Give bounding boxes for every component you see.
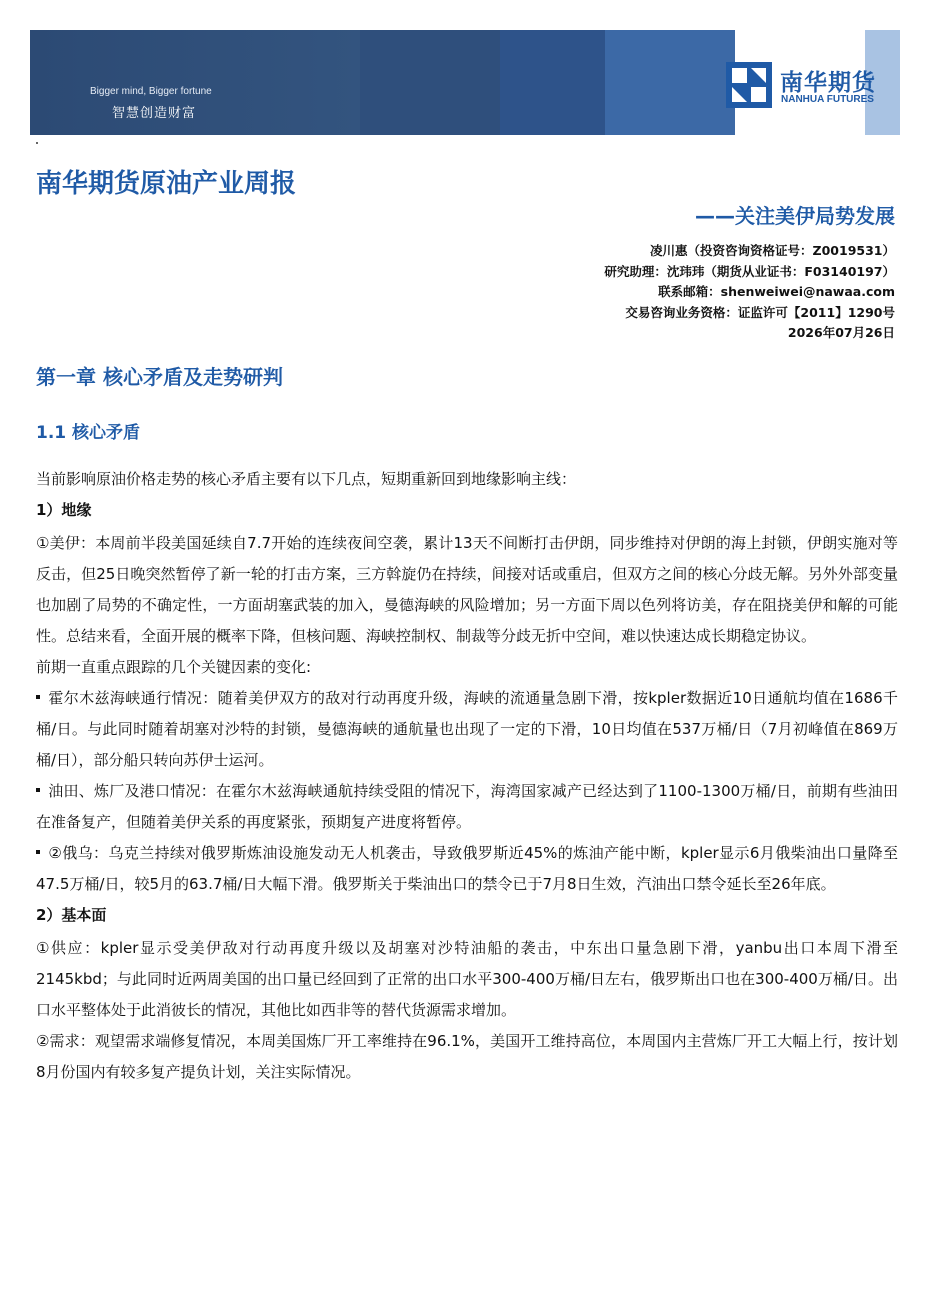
bullet-dot-icon — [36, 850, 40, 854]
bullet-item — [36, 838, 898, 900]
slogan-english: Bigger mind, Bigger fortune — [90, 86, 212, 97]
paragraph-demand: ②需求：观望需求端修复情况，本周美国炼厂开工率维持在96.1%，美国开工维持高位，本周国内主营炼厂开工大幅上行，按计划8月份国内有较多复产提负计划，关注实际情况。 — [36, 1032, 898, 1081]
assistant-line: 研究助理：沈玮玮（期货从业证书：F03140197） — [604, 263, 895, 279]
author-info — [604, 241, 895, 344]
author-line: 凌川惠（投资咨询资格证号：Z0019531） — [650, 243, 895, 258]
subheading-geopolitics: 1）地缘 — [36, 501, 92, 519]
chapter-heading: 第一章 核心矛盾及走势研判 — [36, 365, 283, 389]
license-line: 交易咨询业务资格：证监许可【2011】1290号 — [625, 304, 895, 320]
section-heading: 1.1 核心矛盾 — [36, 423, 141, 443]
nanhua-logo-icon — [726, 62, 772, 108]
header-banner — [30, 30, 900, 135]
bullet-item — [36, 683, 898, 776]
banner-band — [500, 30, 605, 135]
subheading-fundamentals: 2）基本面 — [36, 906, 107, 924]
bullet-text-oilfields: 油田、炼厂及港口情况：在霍尔木兹海峡通航持续受阻的情况下，海湾国家减产已经达到了1100-1300万桶/日，前期有些油田在准备复产，但随着美伊关系的再度紧张，预期复产进度将暂停。 — [36, 782, 898, 831]
paragraph-supply: ①供应：kpler显示受美伊敌对行动再度升级以及胡塞对沙特油船的袭击，中东出口量急剧下滑，yanbu出口本周下滑至2145kbd；与此同时近两周美国的出口量已经回到了正常的出口水平300-400万桶/日左右，俄罗斯出口也在300-400万桶/日。出口水平整体处于此消彼长的情况，其他比如西非等的替代货源需求增加。 — [36, 939, 898, 1019]
logo-english-name: NANHUA FUTURES — [781, 94, 874, 105]
logo-chinese-name: 南华期货 — [780, 70, 876, 96]
report-title: 南华期货原油产业周报 — [36, 169, 297, 199]
banner-band — [605, 30, 735, 135]
paragraph-us-iran: ①美伊：本周前半段美国延续自7.7开始的连续夜间空袭，累计13天不间断打击伊朗，同步维持对伊朗的海上封锁，伊朗实施对等反击，但25日晚突然暂停了新一轮的打击方案，三方斡旋仍在持续，间接对话或重启，但双方之间的核心分歧无解。另外外部变量也加剧了局势的不确定性，一方面胡塞武装的加入，曼德海峡的风险增加；另一方面下周以色列将访美，存在阻挠美伊和解的可能性。总结来看，全面开展的概率下降，但核问题、海峡控制权、制裁等分歧无折中空间，难以快速达成长期稳定协议。 — [36, 534, 898, 645]
report-body — [36, 464, 898, 1088]
company-logo — [726, 60, 886, 110]
bullet-item — [36, 776, 898, 838]
slogan-chinese: 智慧创造财富 — [112, 106, 197, 121]
paragraph-key-factors: 前期一直重点跟踪的几个关键因素的变化: — [36, 658, 312, 676]
intro-paragraph: 当前影响原油价格走势的核心矛盾主要有以下几点，短期重新回到地缘影响主线： — [36, 470, 577, 488]
email-line: 联系邮箱：shenweiwei@nawaa.com — [658, 284, 895, 299]
bullet-text-hormuz: 霍尔木兹海峡通行情况：随着美伊双方的敌对行动再度升级，海峡的流通量急剧下滑，按kpler数据近10日通航均值在1686千桶/日。与此同时随着胡塞对沙特的封锁，曼德海峡的通航量也出现了一定的下滑，10日均值在537万桶/日（7月初峰值在869万桶/日），部分船只转向苏伊士运河。 — [36, 689, 898, 769]
bullet-text-russia-ukraine: ②俄乌：乌克兰持续对俄罗斯炼油设施发动无人机袭击，导致俄罗斯近45%的炼油产能中断，kpler显示6月俄柴油出口量降至47.5万桶/日，较5月的63.7桶/日大幅下滑。俄罗斯关于柴油出口的禁令已于7月8日生效，汽油出口禁令延长至26年底。 — [36, 844, 898, 893]
report-subtitle: ——关注美伊局势发展 — [695, 204, 895, 228]
bullet-dot-icon — [36, 695, 40, 699]
report-date: 2026年07月26日 — [787, 325, 895, 340]
decorative-dot — [36, 142, 38, 144]
bullet-dot-icon — [36, 788, 40, 792]
